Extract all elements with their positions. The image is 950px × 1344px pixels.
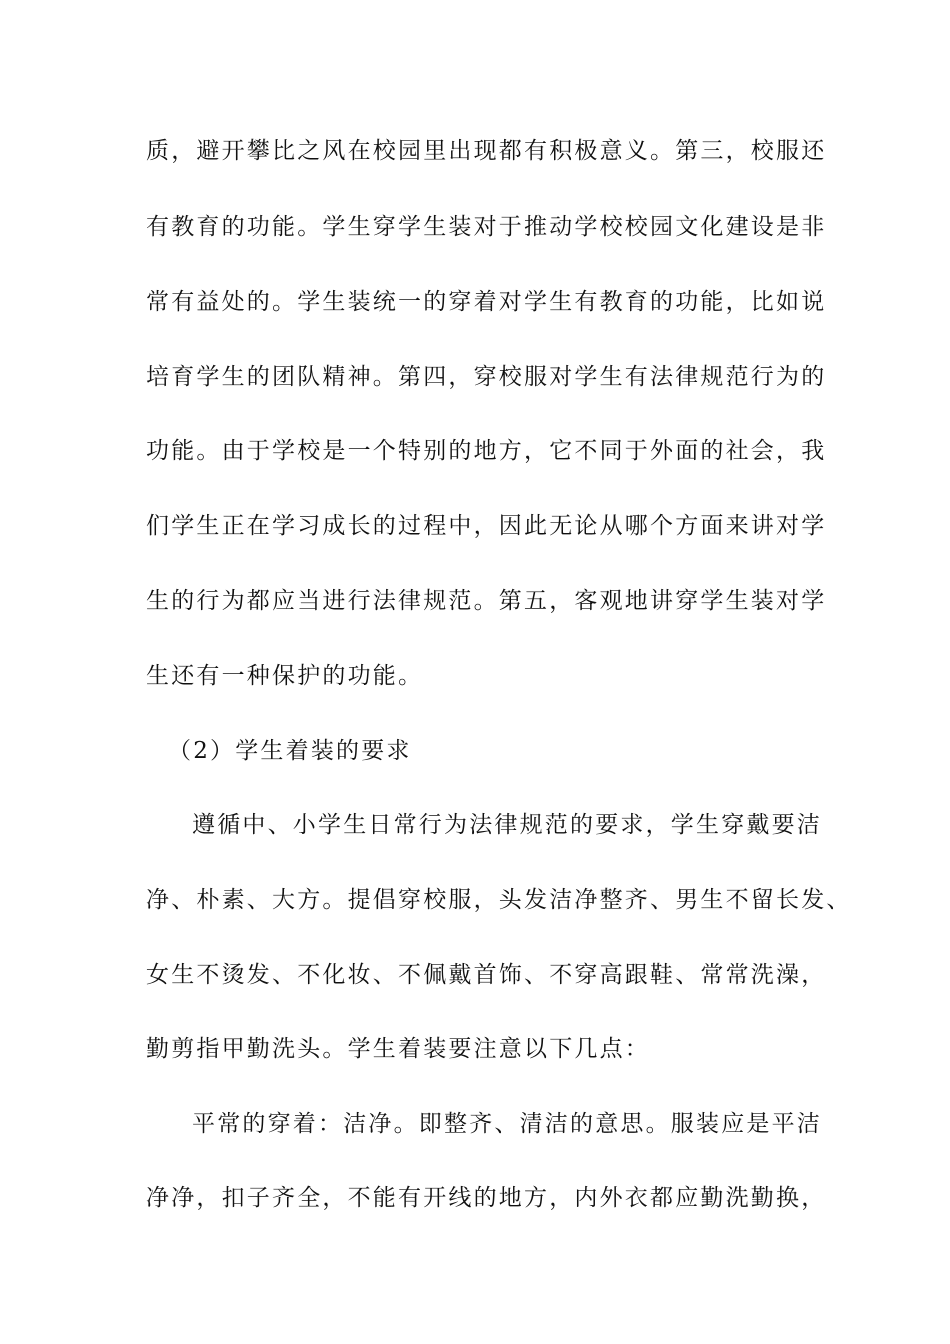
paragraph-line: 遵循中、小学生日常行为法律规范的要求，学生穿戴要洁 (192, 812, 822, 838)
paragraph-line: 功能。由于学校是一个特别的地方，它不同于外面的社会，我 (146, 438, 827, 464)
paragraph-line: 常有益处的。学生装统一的穿着对学生有教育的功能，比如说 (146, 289, 827, 315)
paragraph-line: 净净，扣子齐全，不能有开线的地方，内外衣都应勤洗勤换， (146, 1185, 827, 1211)
paragraph-line: 平常的穿着：洁净。即整齐、清洁的意思。服装应是平洁 (192, 1111, 822, 1137)
paragraph-line: 们学生正在学习成长的过程中，因此无论从哪个方面来讲对学 (146, 513, 827, 539)
paragraph-line: 净、朴素、大方。提倡穿校服，头发洁净整齐、男生不留长发、 (146, 887, 852, 913)
paragraph-line: 培育学生的团队精神。第四，穿校服对学生有法律规范行为的 (146, 364, 827, 390)
paragraph-line: 生的行为都应当进行法律规范。第五，客观地讲穿学生装对学 (146, 588, 827, 614)
section-heading: （2）学生着装的要求 (168, 738, 412, 764)
paragraph-line: 女生不烫发、不化妆、不佩戴首饰、不穿高跟鞋、常常洗澡， (146, 962, 827, 988)
paragraph-line: 有教育的功能。学生穿学生装对于推动学校校园文化建设是非 (146, 214, 827, 240)
paragraph-line: 生还有一种保护的功能。 (146, 663, 424, 689)
paragraph-line: 质，避开攀比之风在校园里出现都有积极意义。第三，校服还 (146, 138, 827, 164)
paragraph-line: 勤剪指甲勤洗头。学生着装要注意以下几点： (146, 1036, 650, 1062)
